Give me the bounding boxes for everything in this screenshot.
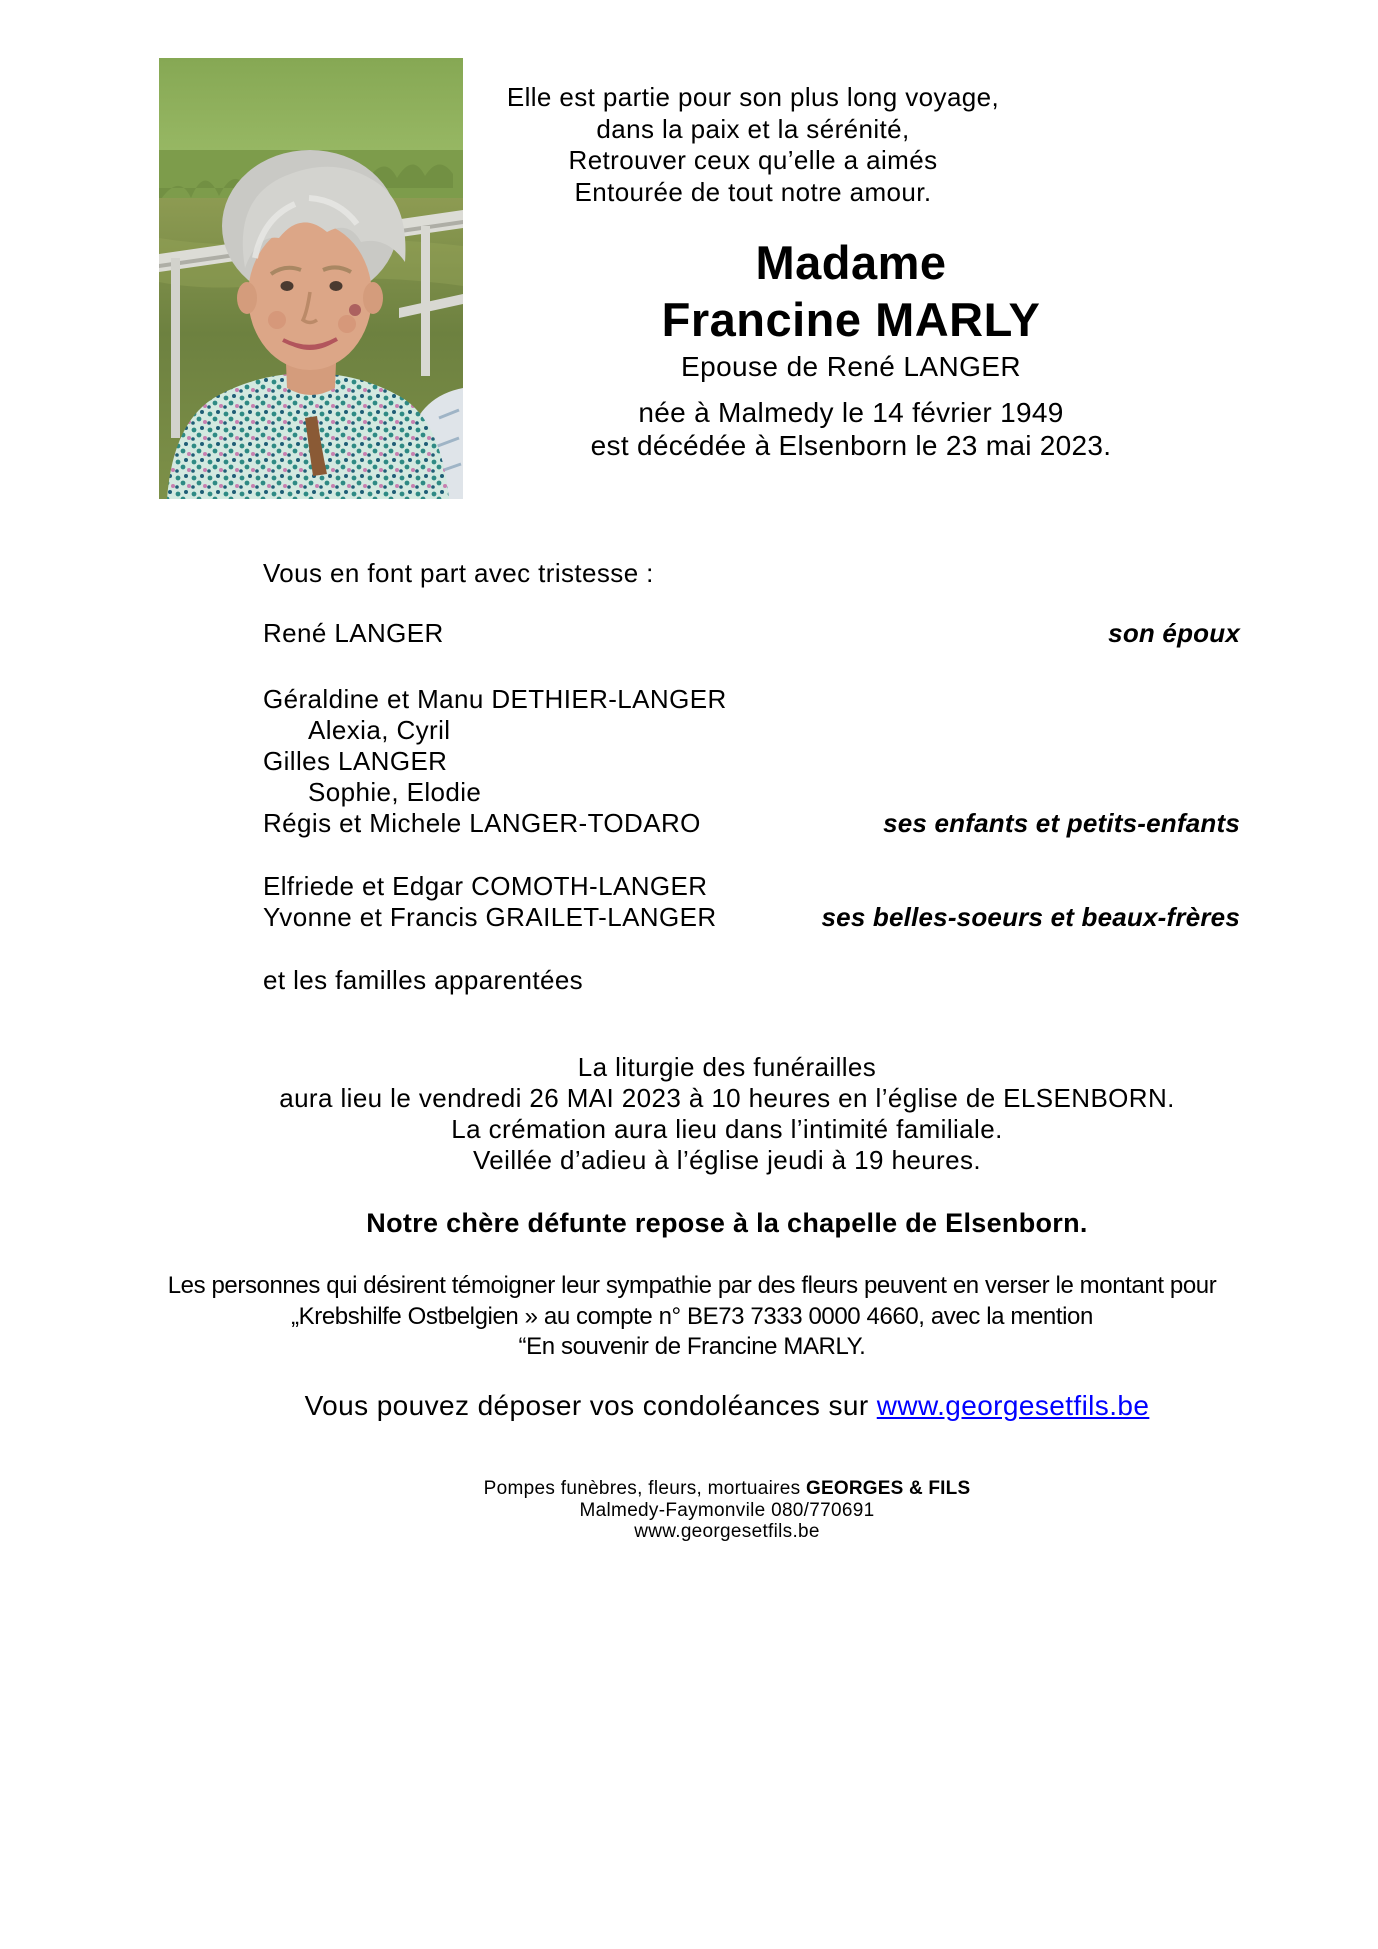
relation-label: ses belles-soeurs et beaux-frères <box>821 902 1240 932</box>
title-salutation: Madame <box>755 236 947 289</box>
poem-line: Retrouver ceux qu’elle a aimés <box>568 145 938 176</box>
footer-line-website: www.georgesetfils.be <box>634 1521 820 1542</box>
repose-notice: Notre chère défunte repose à la chapelle de Elsenborn. <box>366 1208 1088 1238</box>
family-name: Gilles LANGER <box>263 746 448 776</box>
poem-line: Entourée de tout notre amour. <box>574 177 932 208</box>
family-name: René LANGER <box>263 618 444 648</box>
condolences-line <box>76 1390 1378 1422</box>
family-row <box>263 871 1240 902</box>
ceremony-line: La crémation aura lieu dans l’intimité familiale. <box>451 1114 1003 1144</box>
death-line: est décédée à Elsenborn le 23 mai 2023. <box>590 430 1112 461</box>
announcement-intro: Vous en font part avec tristesse : <box>263 558 654 588</box>
relation-label: son époux <box>1108 618 1240 648</box>
ceremony-line: Veillée d’adieu à l’église jeudi à 19 heures. <box>472 1145 981 1175</box>
family-row <box>263 808 1240 839</box>
portrait-photo-image <box>159 58 463 499</box>
funeral-home-name: GEORGES & FILS <box>806 1478 971 1499</box>
condolences-text: Vous pouvez déposer vos condoléances sur <box>304 1390 877 1421</box>
family-row <box>263 684 1240 715</box>
family-row <box>263 746 1240 777</box>
family-name: Yvonne et Francis GRAILET-LANGER <box>263 902 717 932</box>
family-name: Régis et Michele LANGER-TODARO <box>263 808 701 838</box>
portrait-photo <box>159 58 463 499</box>
family-row <box>263 715 1240 746</box>
donation-line: Les personnes qui désirent témoigner leur sympathie par des fleurs peuvent en verser le montant pour <box>167 1272 1217 1299</box>
condolences-website-link[interactable]: www.georgesetfils.be <box>876 1390 1150 1421</box>
ceremony-line: La liturgie des funérailles <box>577 1052 877 1082</box>
ceremony-details <box>76 1052 1378 1176</box>
donation-line: „Krebshilfe Ostbelgien » au compte n° BE73 7333 0000 4660, avec la mention <box>291 1302 1093 1330</box>
poem-line: dans la paix et la sérénité, <box>596 113 910 144</box>
donation-notice <box>12 1271 1372 1363</box>
vital-dates <box>463 396 1239 462</box>
poem-line: Elle est partie pour son plus long voyage, <box>506 82 1000 112</box>
family-name: Géraldine et Manu DETHIER-LANGER <box>263 684 727 714</box>
family-row <box>263 777 1240 808</box>
family-row <box>263 965 1240 996</box>
deceased-name: Francine MARLY <box>661 293 1041 346</box>
footer-line-services <box>76 1478 1378 1500</box>
funeral-home-footer <box>76 1478 1378 1543</box>
family-row <box>263 902 1240 933</box>
family-name: et les familles apparentées <box>263 965 584 995</box>
footer-line-contact: Malmedy-Faymonvile 080/770691 <box>579 1499 875 1521</box>
ceremony-line: aura lieu le vendredi 26 MAI 2023 à 10 heures en l’église de ELSENBORN. <box>279 1083 1175 1113</box>
footer-services-text: Pompes funèbres, fleurs, mortuaires <box>483 1478 806 1499</box>
page-title <box>463 234 1239 348</box>
donation-line: “En souvenir de Francine MARLY. <box>518 1333 866 1360</box>
birth-line: née à Malmedy le 14 février 1949 <box>638 397 1064 428</box>
poem <box>463 82 1043 209</box>
family-name: Elfriede et Edgar COMOTH-LANGER <box>263 871 708 901</box>
family-name: Alexia, Cyril <box>308 715 451 745</box>
relation-label: ses enfants et petits-enfants <box>883 808 1240 838</box>
spouse-line: Epouse de René LANGER <box>681 351 1021 382</box>
family-name: Sophie, Elodie <box>308 777 482 807</box>
family-row <box>263 618 1240 649</box>
